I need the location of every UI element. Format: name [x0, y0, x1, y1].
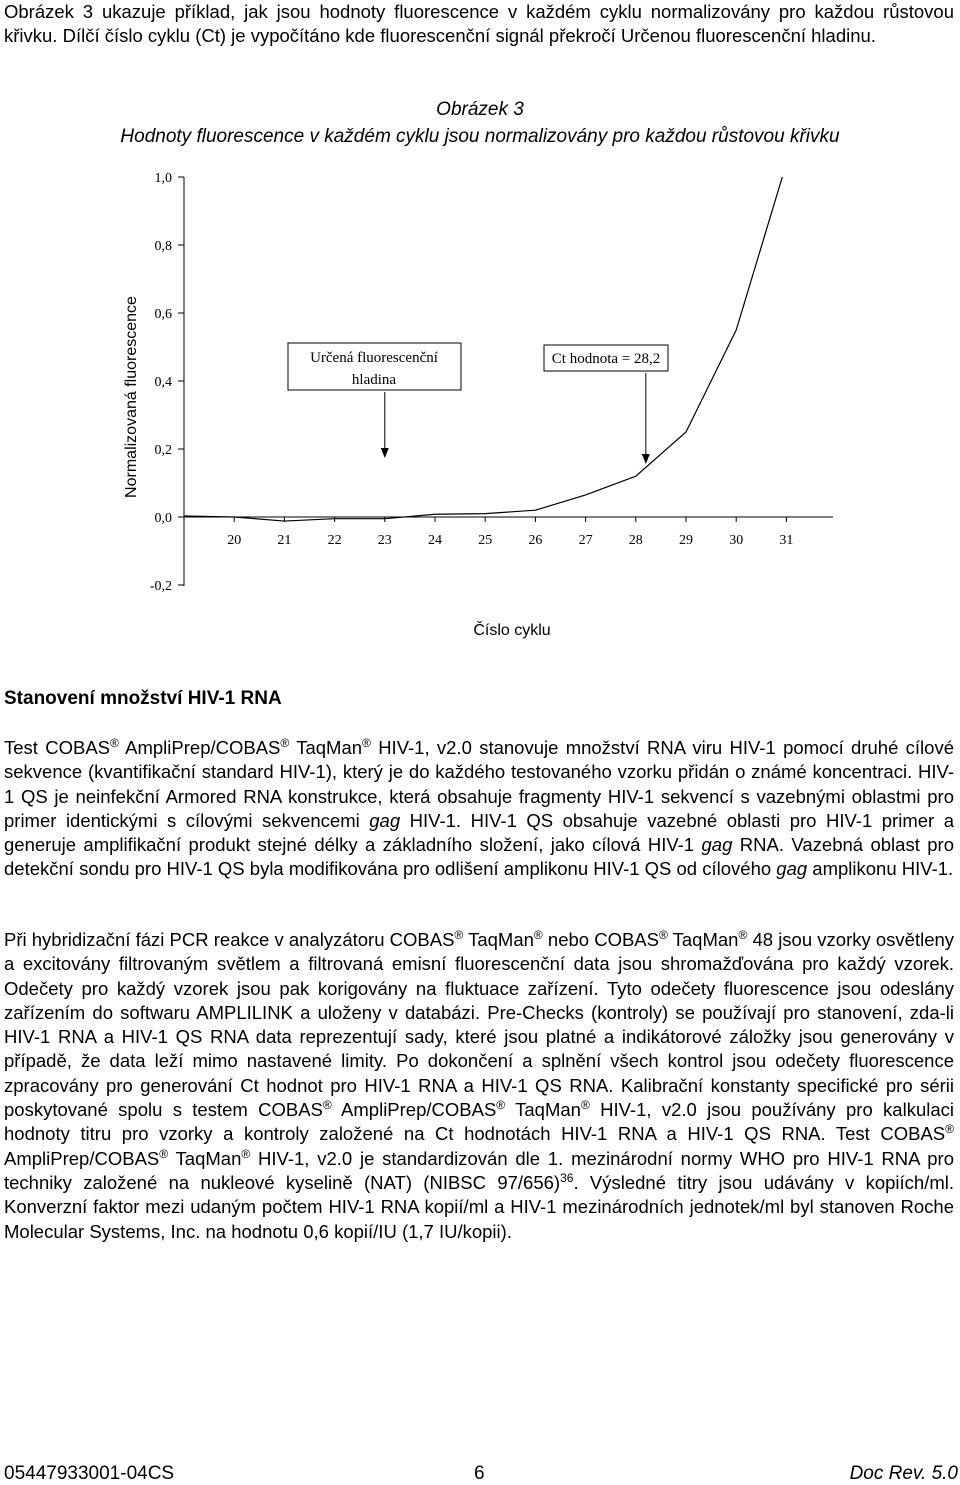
y-tick-label: -0,2 [149, 579, 172, 594]
italic-term: gag [776, 858, 808, 880]
text-run: HIV-1, v2.0 stanovuje množství RNA viru HIV-1 pomocí druhé cílové sekvence (kvantifikační standard HIV-1), který je do každého testovaného vzorku přidán o známé koncentraci. HIV-1 QS je neinfekční Armored RNA konstrukce, která obsahuje fragmenty HIV-1 sekvencí s vazebnými oblastmi pro primer identickými s cílovými sekvencemi [4, 737, 954, 831]
y-tick-label: 0,6 [154, 307, 172, 322]
paragraph-hybridization [4, 928, 954, 1244]
superscript: ® [322, 1097, 332, 1112]
text-run: TaqMan [463, 929, 534, 950]
threshold-arrowhead [381, 448, 389, 458]
chart-axes [184, 177, 833, 586]
superscript: ® [280, 735, 290, 750]
x-tick-label: 26 [528, 533, 543, 548]
superscript: ® [110, 735, 119, 750]
y-tick-label: 1,0 [154, 171, 172, 186]
footer-page-number: 6 [474, 1463, 485, 1484]
footer-doc-number: 05447933001-04CS [4, 1463, 175, 1484]
italic-term: gag [369, 809, 401, 831]
x-tick-label: 24 [428, 533, 442, 548]
y-tick-label: 0,8 [154, 239, 172, 254]
series-group [184, 150, 822, 521]
text-run: . Výsledné titry jsou udávány v kopiích/ml. Konverzní faktor mezi udaným počtem HIV-1 RNA kopií/ml a HIV-1 mezinárodních jednotek/ml byl stanoven Roche Molecular Systems, Inc. na hodnotu 0,6 kopií/IU (1,7 IU/kopii). [4, 1171, 954, 1242]
y-tick-label: 0,4 [154, 375, 172, 390]
text-run: AmpliPrep/COBAS [331, 1099, 497, 1121]
threshold-annotation [288, 343, 461, 458]
text-run: TaqMan [667, 929, 739, 950]
ct-annotation [544, 345, 668, 464]
text-run: TaqMan [168, 1147, 242, 1169]
intro-paragraph: Obrázek 3 ukazuje příklad, jak jsou hodnoty fluorescence v každém cyklu normalizovány pro každou růstovou křivku. Dílčí číslo cyklu (Ct) je vypočítáno kde fluorescenční signál překročí Určenou fluorescenční hladinu. [4, 1, 954, 47]
text-run: TaqMan [505, 1099, 581, 1121]
text-run: Test COBAS [4, 737, 111, 758]
superscript: ® [241, 1146, 251, 1161]
superscript: ® [945, 1122, 954, 1137]
x-tick-label: 30 [729, 533, 744, 548]
italic-term: gag [701, 834, 733, 856]
superscript: ® [496, 1097, 506, 1112]
y-axis-label: Normalizovaná fluorescence [123, 296, 140, 498]
x-tick-label: 31 [779, 533, 794, 548]
x-tick-label: 28 [628, 533, 643, 548]
text-run: HIV-1, v2.0 jsou používány pro kalkulaci hodnoty titru pro vzorky a kontroly založené na Ct hodnotách HIV-1 RNA a HIV-1 QS RNA. Test COBAS [4, 1099, 954, 1145]
x-tick-label: 27 [578, 533, 593, 548]
superscript: ® [738, 927, 748, 942]
x-tick-label: 29 [679, 533, 693, 548]
superscript: ® [658, 927, 668, 942]
y-tick-label: 0,2 [154, 443, 172, 458]
text-run: HIV-1. HIV-1 QS obsahuje vazebné oblasti pro HIV-1 primer a generuje amplifikační produkt stejné délky a základního složení, jako cílová HIV-1 [4, 809, 954, 856]
text-run: amplikonu HIV-1. [807, 858, 954, 880]
text-run: AmpliPrep/COBAS [4, 1147, 160, 1169]
superscript: ® [454, 927, 464, 942]
threshold-text-line2: hladina [351, 372, 397, 388]
text-run: nebo COBAS [542, 929, 659, 950]
y-ticks [150, 171, 184, 594]
x-tick-label: 22 [327, 533, 342, 548]
y-tick-label: 0,0 [154, 511, 172, 526]
superscript: ® [580, 1097, 590, 1112]
text-run: AmpliPrep/COBAS [118, 737, 281, 758]
ct-arrowhead [642, 454, 650, 464]
x-tick-label: 23 [377, 533, 392, 548]
figure-label: Obrázek 3 [436, 99, 524, 120]
text-run: HIV-1, v2.0 je standardizován dle 1. mezinárodní normy WHO pro HIV-1 RNA pro techniky založené na nukleové kyselině (NAT) (NIBSC 97/656) [4, 1147, 954, 1193]
superscript: ® [362, 735, 371, 750]
fluorescence-chart [0, 150, 960, 650]
section-heading: Stanovení množství HIV-1 RNA [4, 688, 282, 709]
superscript: ® [159, 1146, 169, 1161]
x-axis-label: Číslo cyklu [473, 622, 551, 639]
paragraph-quantification [4, 736, 954, 882]
superscript: ® [533, 927, 543, 942]
x-ticks [227, 517, 793, 548]
text-run: 48 jsou vzorky osvětleny a excitovány filtrovaným světlem a filtrovaná emisní fluorescenční data jsou shromažďována pro každý vzorek. Odečety pro každý vzorek jsou pak korigovány na fluktuace zařízení. Tyto odečety fluorescence jsou odeslány zařízením do softwaru AMPLILINK a uloženy v databázi. Pre-Checks (kontroly) se používají pro stanovení, zda-li HIV-1 RNA a HIV-1 QS RNA data reprezentují sady, které jsou platné a indikátorové záložky jsou generovány v případě, že data leží mimo nastavené limity. Po dokončení a splnění všech kontrol jsou odečety fluorescence zpracovány pro generování Ct hodnot pro HIV-1 RNA a HIV-1 QS RNA. Kalibrační konstanty specifické pro sérii poskytované spolu s testem COBAS [4, 929, 955, 1121]
ct-text: Ct hodnota = 28,2 [551, 351, 661, 367]
footer-revision: Doc Rev. 5.0 [849, 1463, 958, 1484]
superscript: 36 [560, 1170, 574, 1185]
threshold-text-line1: Určená fluorescenční [310, 350, 438, 366]
x-tick-label: 21 [277, 533, 292, 548]
figure-caption: Hodnoty fluorescence v každém cyklu jsou normalizovány pro každou růstovou křivku [120, 126, 840, 147]
text-run: RNA. Vazebná oblast pro detekční sondu pro HIV-1 QS byla modifikována pro odlišení amplikonu HIV-1 QS od cílového [4, 834, 954, 880]
x-tick-label: 25 [478, 533, 493, 548]
series-line [184, 150, 822, 521]
text-run: Při hybridizační fázi PCR reakce v analyzátoru COBAS [4, 929, 455, 950]
text-run: TaqMan [289, 737, 363, 758]
x-tick-label: 20 [227, 533, 242, 548]
